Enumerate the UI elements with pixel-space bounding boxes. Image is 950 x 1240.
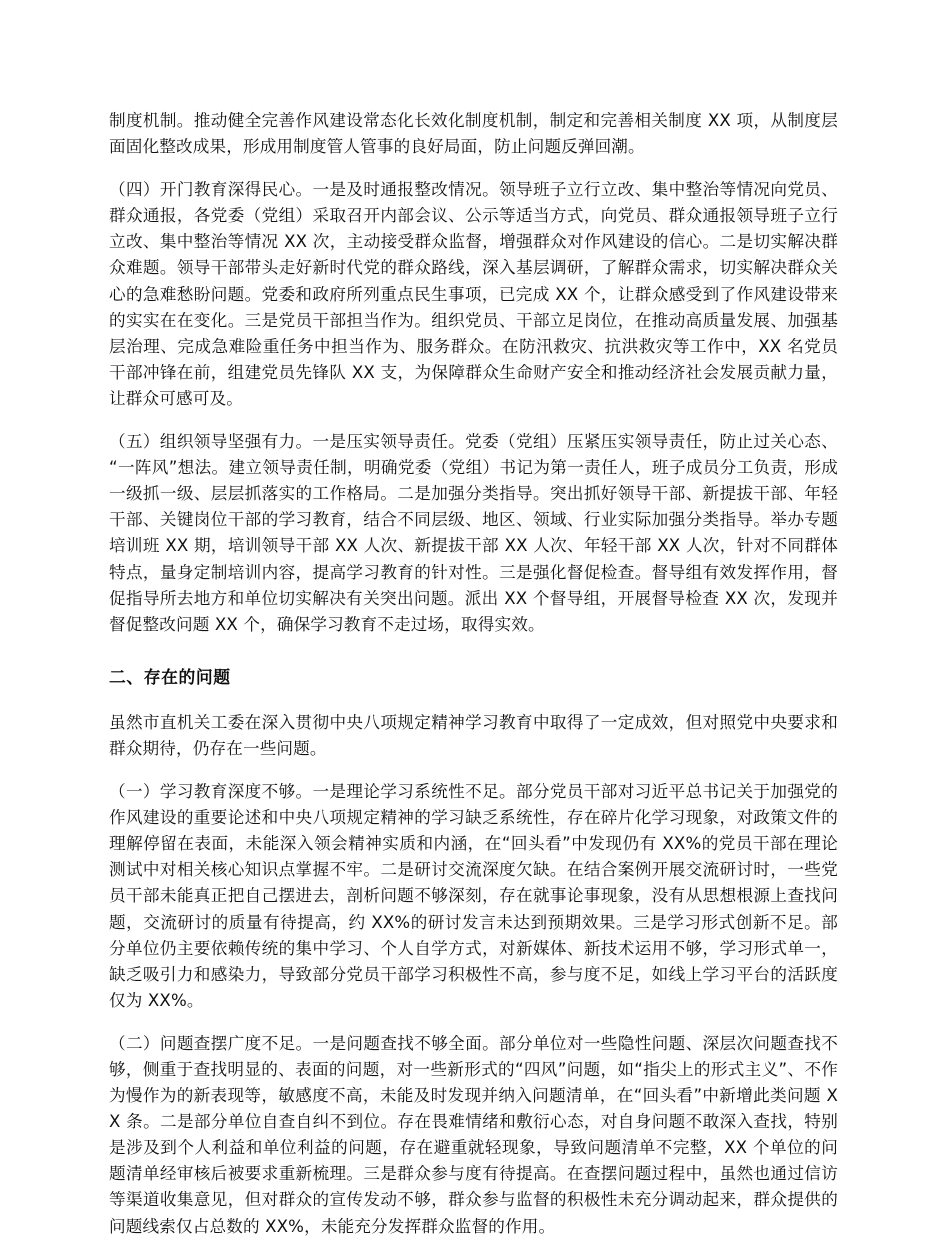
paragraph-problem-one-insufficient-depth: （一）学习教育深度不够。一是理论学习系统性不足。部分党员干部对习近平总书记关于加强党的作风建设的重要论述和中央八项规定精神的学习缺乏系统性，存在碎片化学习现象，对政策文件的理解停留在表面，未能深入领会精神实质和内涵，在“回头看”中发现仍有 XX%的党员干部在理论测试中对相关核心知识点掌握不牢。二是研讨交流深度欠缺。在结合案例开展交流研讨时，一些党员干部未能真正把自己摆进去，剖析问题不够深刻，存在就事论事现象，没有从思想根源上查找问题，交流研讨的质量有待提高，约 XX%的研讨发言未达到预期效果。三是学习形式创新不足。部分单位仍主要依赖传统的集中学习、个人自学方式，对新媒体、新技术运用不够，学习形式单一，缺乏吸引力和感染力，导致部分党员干部学习积极性不高，参与度不足，如线上学习平台的活跃度仅为 XX%。 (109, 782, 838, 1010)
section-heading-existing-problems: 二、存在的问题 (109, 666, 231, 687)
document-body (109, 108, 838, 1240)
paragraph-section-four-open-door-education: （四）开门教育深得民心。一是及时通报整改情况。领导班子立行立改、集中整治等情况向党员、群众通报，各党委（党组）采取召开内部会议、公示等适当方式，向党员、群众通报领导班子立行立改、集中整治等情况 XX 次，主动接受群众监督，增强群众对作风建设的信心。二是切实解决群众难题。领导干部带头走好新时代党的群众路线，深入基层调研，了解群众需求，切实解决群众关心的急难愁盼问题。党委和政府所列重点民生事项，已完成 XX 个，让群众感受到了作风建设带来的实实在在变化。三是党员干部担当作为。组织党员、干部立足岗位，在推动高质量发展、加强基层治理、完成急难险重任务中担当作为、服务群众。在防汛救灾、抗洪救灾等工作中，XX 名党员干部冲锋在前，组建党员先锋队 XX 支，为保障群众生命财产安全和推动经济社会发展贡献力量，让群众可感可及。 (109, 180, 838, 408)
paragraph-section-five-organizational-leadership: （五）组织领导坚强有力。一是压实领导责任。党委（党组）压紧压实领导责任，防止过关心态、“一阵风”想法。建立领导责任制，明确党委（党组）书记为第一责任人，班子成员分工负责，形成一级抓一级、层层抓落实的工作格局。二是加强分类指导。突出抓好领导干部、新提拔干部、年轻干部、关键岗位干部的学习教育，结合不同层级、地区、领域、行业实际加强分类指导。举办专题培训班 XX 期，培训领导干部 XX 人次、新提拔干部 XX 人次、年轻干部 XX 人次，针对不同群体特点，量身定制培训内容，提高学习教育的针对性。三是强化督促检查。督导组有效发挥作用，督促指导所去地方和单位切实解决有关突出问题。派出 XX 个督导组，开展督导检查 XX 次，发现并督促整改问题 XX 个，确保学习教育不走过场，取得实效。 (109, 432, 838, 634)
paragraph-institutional-mechanism: 制度机制。推动健全完善作风建设常态化长效化制度机制，制定和完善相关制度 XX 项，从制度层面固化整改成果，形成用制度管人管事的良好局面，防止问题反弹回潮。 (109, 111, 838, 157)
paragraph-problems-intro: 虽然市直机关工委在深入贯彻中央八项规定精神学习教育中取得了一定成效，但对照党中央要求和群众期待，仍存在一些问题。 (109, 712, 838, 758)
paragraph-problem-two-insufficient-breadth: （二）问题查摆广度不足。一是问题查找不够全面。部分单位对一些隐性问题、深层次问题查找不够，侧重于查找明显的、表面的问题，对一些新形式的“四风”问题，如“指尖上的形式主义”、不作为慢作为的新表现等，敏感度不高，未能及时发现并纳入问题清单，在“回头看”中新增此类问题 XX 条。二是部分单位自查自纠不到位。存在畏难情绪和敷衍心态，对自身问题不敢深入查找，特别是涉及到个人利益和单位利益的问题，存在避重就轻现象，导致问题清单不完整，XX 个单位的问题清单经审核后被要求重新梳理。三是群众参与度有待提高。在查摆问题过程中，虽然也通过信访等渠道收集意见，但对群众的宣传发动不够，群众参与监督的积极性未充分调动起来，群众提供的问题线索仅占总数的 XX%，未能充分发挥群众监督的作用。 (109, 1033, 838, 1236)
